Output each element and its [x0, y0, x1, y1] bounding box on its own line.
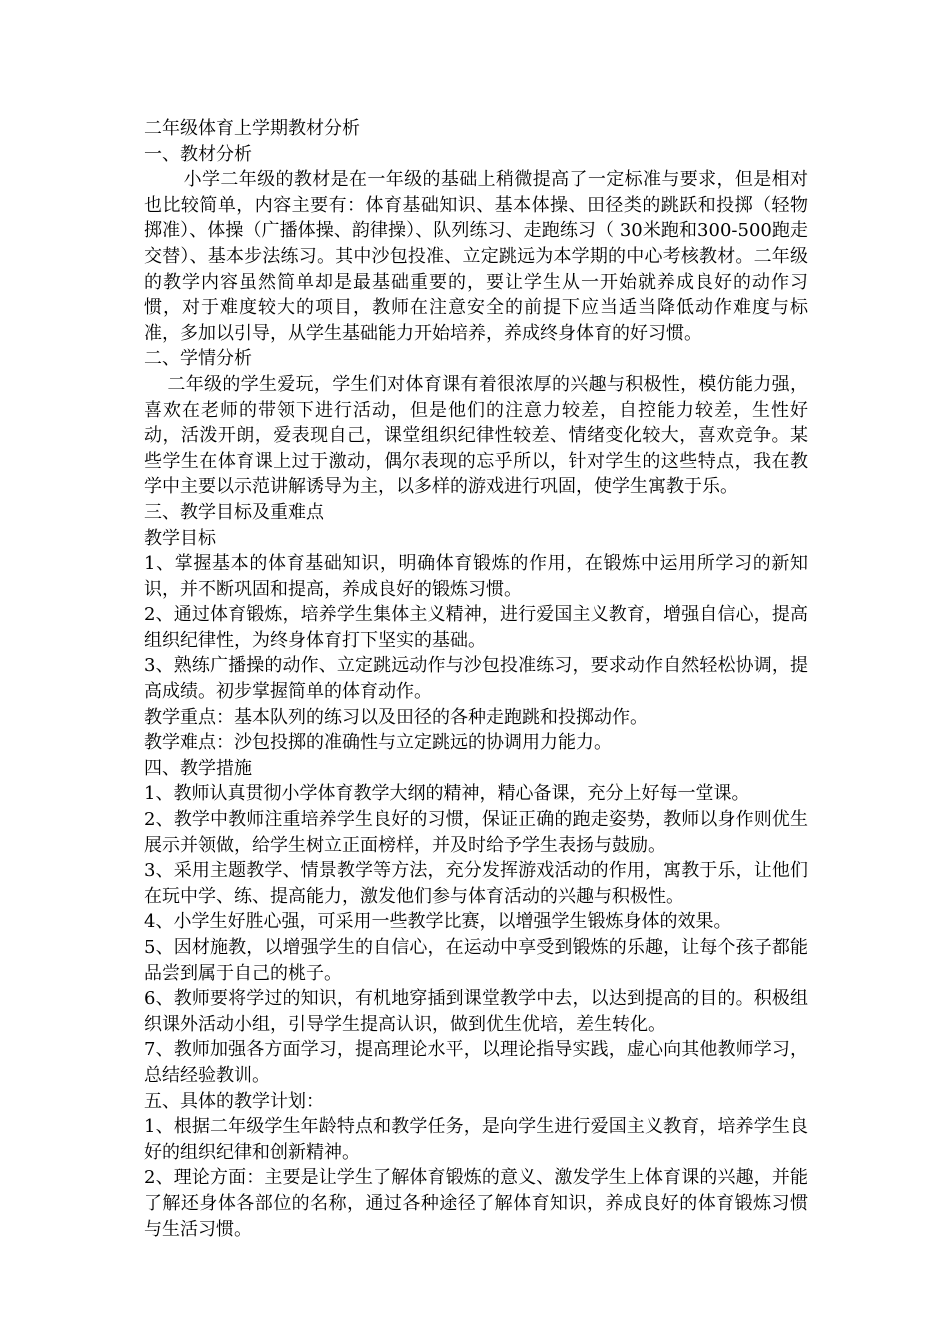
difficulty-point: 教学难点：沙包投掷的准确性与立定跳远的协调用力能力。	[144, 732, 612, 754]
goal-item: 1、掌握基本的体育基础知识，明确体育锻炼的作用，在锻炼中运用所学习的新知识，并不断巩固和提高，养成良好的锻炼习惯。	[144, 553, 808, 600]
material-analysis-paragraph: 小学二年级的教材是在一年级的基础上稍微提高了一定标准与要求，但是相对也比较简单，内容主要有：体育基础知识、基本体操、田径类的跳跃和投掷（轻物掷准）、体操（广播体操、韵律操）、队列练习、走跑练习（ 30米跑和300-500跑走交替）、基本步法练习。其中沙包投准、立定跳远为本学期的中心考核教材。二年级的教学内容虽然简单却是最基础重要的，要让学生从一开始就养成良好的动作习惯，对于难度较大的项目，教师在注意安全的前提下应当适当降低动作难度与标准，多加以引导，从学生基础能力开始培养，养成终身体育的好习惯。	[144, 169, 808, 344]
measure-item: 3、采用主题教学、情景教学等方法，充分发挥游戏活动的作用，寓教于乐，让他们在玩中学、练、提高能力，激发他们参与体育活动的兴趣与积极性。	[144, 860, 808, 907]
key-point: 教学重点：基本队列的练习以及田径的各种走跑跳和投掷动作。	[144, 706, 648, 728]
section-heading-student-analysis: 二、学情分析	[144, 348, 252, 370]
goal-item: 2、通过体育锻炼，培养学生集体主义精神，进行爱国主义教育，增强自信心，提高组织纪律性，为终身体育打下坚实的基础。	[144, 604, 808, 651]
document-page	[144, 116, 808, 1242]
plan-item: 1、根据二年级学生年龄特点和教学任务，是向学生进行爱国主义教育，培养学生良好的组织纪律和创新精神。	[144, 1116, 808, 1163]
goals-subheading: 教学目标	[144, 527, 216, 549]
section-heading-material-analysis: 一、教材分析	[144, 143, 252, 165]
measure-item: 1、教师认真贯彻小学体育教学大纲的精神，精心备课，充分上好每一堂课。	[144, 783, 750, 805]
section-heading-plan: 五、具体的教学计划：	[144, 1090, 324, 1112]
measure-item: 5、因材施教，以增强学生的自信心，在运动中享受到锻炼的乐趣，让每个孩子都能品尝到属于自己的桃子。	[144, 937, 808, 984]
section-heading-goals: 三、教学目标及重难点	[144, 501, 324, 523]
goal-item: 3、熟练广播操的动作、立定跳远动作与沙包投准练习，要求动作自然轻松协调，提高成绩。初步掌握简单的体育动作。	[144, 655, 808, 703]
measure-item: 4、小学生好胜心强，可采用一些教学比赛，以增强学生锻炼身体的效果。	[144, 911, 732, 933]
measure-item: 7、教师加强各方面学习，提高理论水平，以理论指导实践，虚心向其他教师学习，总结经验教训。	[144, 1039, 808, 1086]
document-title: 二年级体育上学期教材分析	[144, 118, 360, 139]
measure-item: 6、教师要将学过的知识，有机地穿插到课堂教学中去，以达到提高的目的。积极组织课外活动小组，引导学生提高认识，做到优生优培，差生转化。	[144, 988, 808, 1035]
section-heading-measures: 四、教学措施	[144, 757, 252, 779]
student-analysis-paragraph: 二年级的学生爱玩，学生们对体育课有着很浓厚的兴趣与积极性，模仿能力强，喜欢在老师的带领下进行活动，但是他们的注意力较差，自控能力较差，生性好动，活泼开朗，爱表现自己，课堂组织纪律性较差、情绪变化较大，喜欢竞争。某些学生在体育课上过于激动，偶尔表现的忘乎所以，针对学生的这些特点，我在教学中主要以示范讲解诱导为主，以多样的游戏进行巩固，使学生寓教于乐。	[144, 373, 808, 498]
plan-item: 2、理论方面：主要是让学生了解体育锻炼的意义、激发学生上体育课的兴趣，并能了解还身体各部位的名称，通过各种途径了解体育知识，养成良好的体育锻炼习惯与生活习惯。	[144, 1167, 808, 1240]
measure-item: 2、教学中教师注重培养学生良好的习惯，保证正确的跑走姿势，教师以身作则优生展示并领做，给学生树立正面榜样，并及时给予学生表扬与鼓励。	[144, 809, 808, 856]
